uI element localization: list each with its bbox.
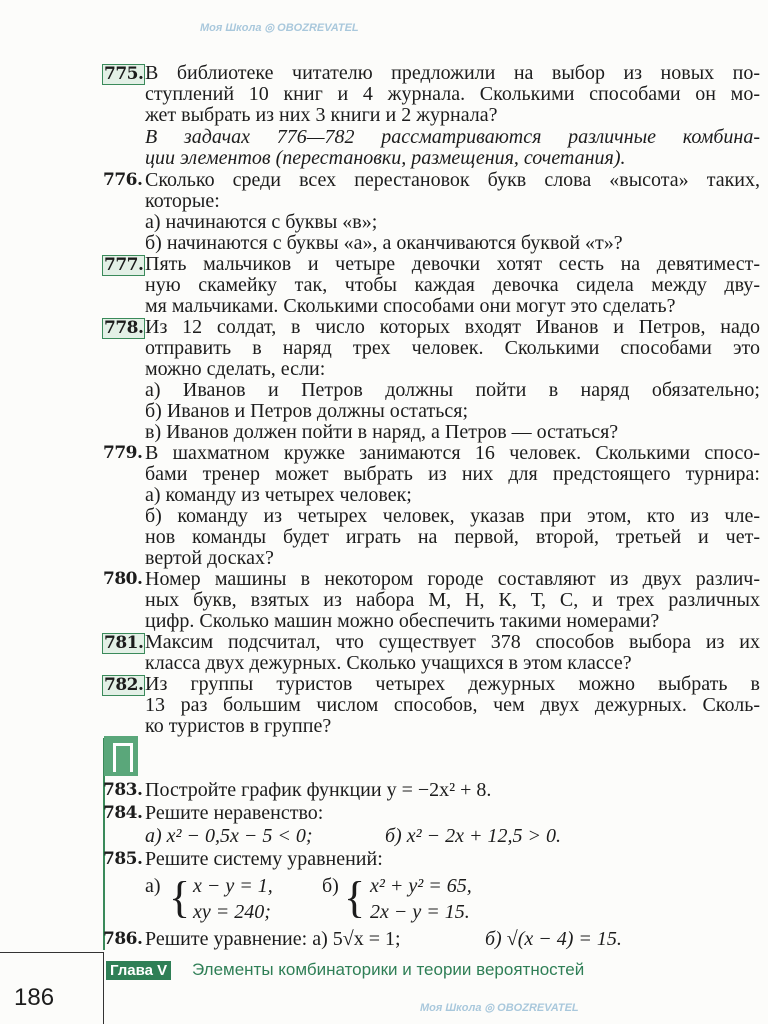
text-line: Пять мальчиков и четыре девочки хотят сесть на девятимест- <box>145 253 760 275</box>
text-line: бами тренер может выбрать из них для предстоящего турнира: <box>145 463 760 485</box>
problem-779 <box>145 443 760 569</box>
text-line: Из 12 солдат, в число которых входят Иванов и Петров, надо <box>145 316 760 338</box>
text-line: 13 раз большим числом способов, чем двух дежурных. Сколь- <box>145 694 760 716</box>
text-line: Номер машины в некотором городе составляют из двух различ- <box>145 568 760 590</box>
problem-778 <box>145 317 760 443</box>
text-line: В шахматном кружке занимаются 16 человек. Сколькими спосо- <box>145 442 760 464</box>
problem-782 <box>145 674 760 737</box>
chapter-title: Элементы комбинаторики и теории вероятностей <box>192 960 585 979</box>
text-line: ции элементов (перестановки, размещения, сочетания). <box>145 147 626 169</box>
text-line: жет выбрать из них 3 книги и 2 журнала? <box>145 104 498 126</box>
problem-number-779: 779. <box>103 443 143 463</box>
watermark-school: Моя Школа <box>200 22 262 34</box>
text-line: В задачах 776—782 рассматриваются различные комбина- <box>145 126 760 148</box>
problem-777 <box>145 254 760 317</box>
problem-number-777: 777. <box>104 255 144 275</box>
text-line: б) начинаются с буквы «а», а оканчиваются буквой «т»? <box>145 232 623 254</box>
problem-number-781: 781. <box>104 633 144 653</box>
problem-786-a: Решите уравнение: а) 5√x = 1; <box>145 928 401 950</box>
text-line: ступлений 10 книг и 4 журнала. Сколькими способами он мо- <box>145 83 760 105</box>
watermark-brand: OBOZREVATEL <box>497 1002 579 1014</box>
problem-number-785: 785. <box>103 849 143 869</box>
problem-785: Решите систему уравнений: <box>145 848 383 870</box>
problem-780 <box>145 569 760 632</box>
eq-b1: x² + y² = 65, <box>370 875 472 897</box>
text-line: ко туристов в группе? <box>145 715 332 737</box>
text-line: ную скамейку так, чтобы каждая девочка сидела между дву- <box>145 274 760 296</box>
text-line: Сколько среди всех перестановок букв слова «высота» таких, <box>145 169 760 191</box>
watermark-school: Моя Школа <box>420 1002 482 1014</box>
problem-number-778: 778. <box>104 318 144 338</box>
text-line: которые: <box>145 190 220 212</box>
problem-781 <box>145 632 760 674</box>
problem-number-776: 776. <box>103 170 143 190</box>
eq-a2: xy = 240; <box>193 901 271 923</box>
label-b: б) <box>322 875 339 897</box>
eq-a1: x − y = 1, <box>193 875 273 897</box>
text-line: ных букв, взятых из набора М, Н, К, Т, С, и трех различных <box>145 589 760 611</box>
text-line: а) Иванов и Петров должны пойти в наряд обязательно; <box>145 379 760 401</box>
text-line: б) команду из четырех человек, указав при этом, кто из чле- <box>145 505 760 527</box>
text-line: класса двух дежурных. Сколько учащихся в этом классе? <box>145 652 632 674</box>
text-line: а) команду из четырех человек; <box>145 484 412 506</box>
problem-783: Постройте график функции y = −2x² + 8. <box>145 779 492 801</box>
problem-776 <box>145 170 760 254</box>
problem-784-a: а) x² − 0,5x − 5 < 0; <box>145 825 313 847</box>
page-number: 186 <box>14 984 55 1011</box>
problem-775 <box>145 63 760 126</box>
brace: { <box>169 873 191 922</box>
problem-786-b: б) √(x − 4) = 15. <box>485 928 622 950</box>
problem-number-783: 783. <box>103 780 143 800</box>
review-section-icon <box>104 736 138 776</box>
problem-number-784: 784. <box>103 803 143 823</box>
watermark-top: Моя Школа ◎ OBOZREVATEL <box>200 22 359 34</box>
eq-b2: 2x − y = 15. <box>370 901 470 923</box>
watermark-bottom: Моя Школа ◎ OBOZREVATEL <box>420 1002 579 1014</box>
text-line: б) Иванов и Петров должны остаться; <box>145 400 468 422</box>
watermark-brand: OBOZREVATEL <box>277 22 359 34</box>
text-line: нов команды будет играть на первой, второй, третьей и чет- <box>145 526 760 548</box>
system-a <box>145 873 315 925</box>
section-note <box>145 127 760 169</box>
text-line: цифр. Сколько машин можно обеспечить такими номерами? <box>145 610 660 632</box>
system-b <box>322 873 492 925</box>
label-a: а) <box>145 875 161 897</box>
text-line: а) начинаются с буквы «в»; <box>145 211 378 233</box>
text-line: Из группы туристов четырех дежурных можно выбрать в <box>145 673 760 695</box>
problem-784-b: б) x² − 2x + 12,5 > 0. <box>385 825 561 847</box>
text-line: вертой досках? <box>145 547 274 569</box>
text-line: можно сделать, если: <box>145 358 326 380</box>
problem-784: Решите неравенство: <box>145 802 324 824</box>
text-line: отправить в наряд трех человек. Сколькими способами это <box>145 337 760 359</box>
problem-number-782: 782. <box>104 675 144 695</box>
problem-number-775: 775. <box>104 64 144 84</box>
problem-number-780: 780. <box>103 569 143 589</box>
chapter-label: Глава V <box>106 961 171 980</box>
brace: { <box>344 873 366 922</box>
problem-number-786: 786. <box>103 929 143 949</box>
text-line: мя мальчиками. Сколькими способами они могут это сделать? <box>145 295 676 317</box>
text-line: в) Иванов должен пойти в наряд, а Петров — остаться? <box>145 421 619 443</box>
text-line: Максим подсчитал, что существует 378 способов выбора из их <box>145 631 760 653</box>
text-line: В библиотеке читателю предложили на выбор из новых по- <box>145 62 760 84</box>
